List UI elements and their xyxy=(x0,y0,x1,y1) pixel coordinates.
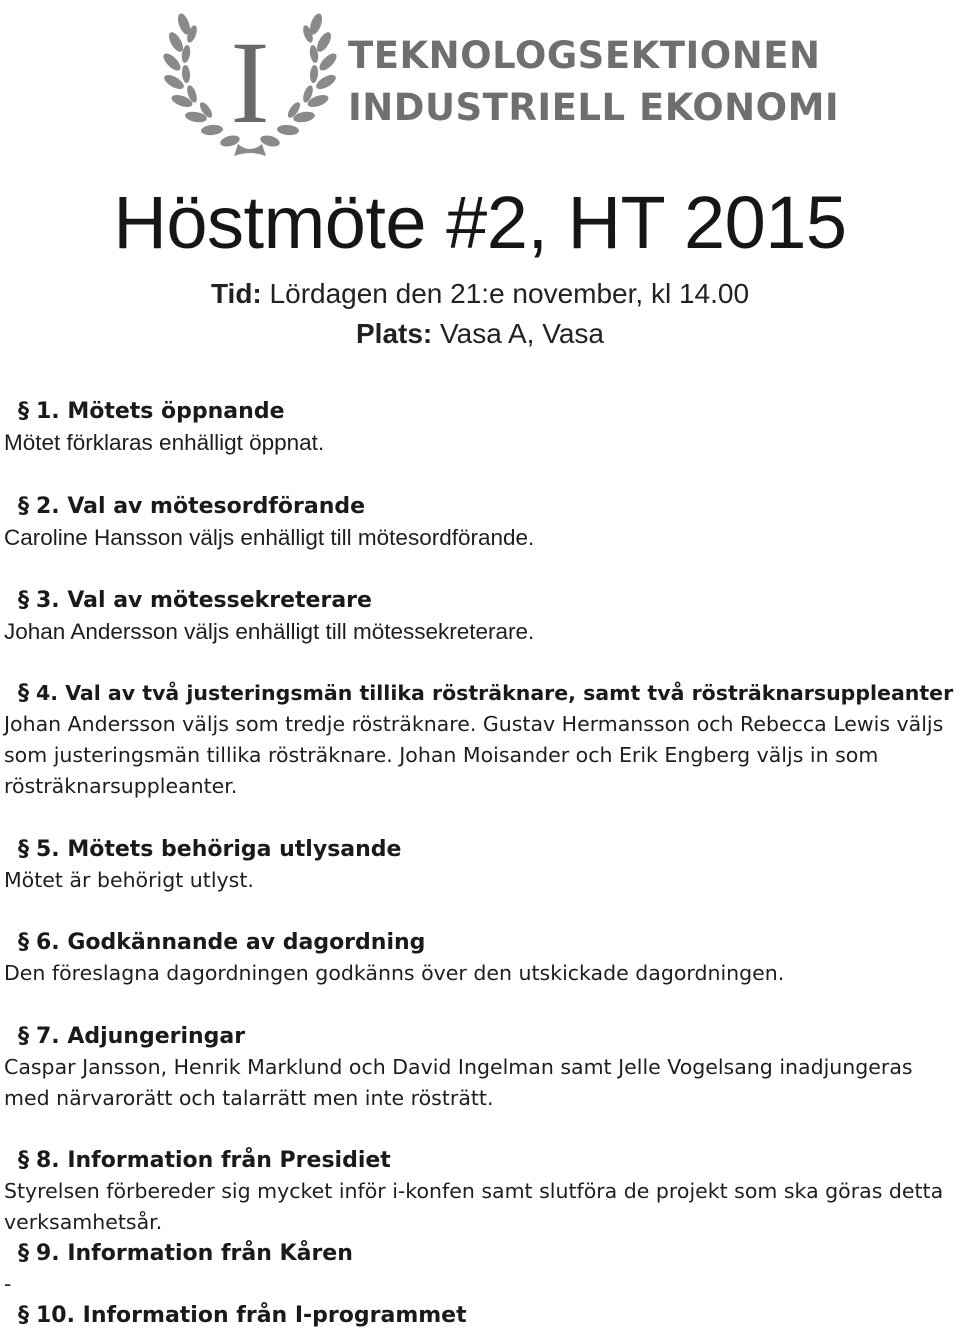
section-title: 1. Mötets öppnande xyxy=(36,399,285,424)
section-symbol: § xyxy=(18,399,29,424)
section-title: 6. Godkännande av dagordning xyxy=(36,930,426,955)
section-body: Johan Andersson väljs som tredje rösträknare. Gustav Hermansson och Rebecca Lewis väljs som justeringsmän tillika rösträknare. Johan Moisander och Erik Engberg väljs in som rösträknarsuppleanter. xyxy=(4,712,944,798)
section-heading xyxy=(4,1238,960,1269)
section-symbol: § xyxy=(18,681,29,706)
section-title: 3. Val av mötessekreterare xyxy=(36,588,372,613)
section-heading xyxy=(4,678,960,709)
section-heading xyxy=(4,396,960,427)
time-label: Tid: xyxy=(210,278,262,309)
section-heading xyxy=(4,1021,960,1052)
section-title: 9. Information från Kåren xyxy=(36,1241,353,1266)
section-body: Caspar Jansson, Henrik Marklund och David Ingelman samt Jelle Vogelsang inadjungeras med närvarorätt och talarrätt men inte rösträtt. xyxy=(4,1055,913,1110)
meeting-place xyxy=(0,318,960,350)
org-name-line-1: TEKNOLOGSEKTIONEN xyxy=(348,34,821,77)
section-symbol: § xyxy=(18,1148,29,1173)
section-heading xyxy=(4,834,960,865)
meeting-time xyxy=(0,278,960,310)
section-body: Johan Andersson väljs enhälligt till mötessekreterare. xyxy=(4,619,535,644)
agenda-section xyxy=(4,491,960,553)
section-heading xyxy=(4,927,960,958)
agenda-section xyxy=(4,396,960,458)
section-body: Caroline Hansson väljs enhälligt till mötesordförande. xyxy=(4,525,535,550)
agenda-section xyxy=(4,585,960,647)
section-symbol: § xyxy=(18,1303,29,1328)
agenda-section xyxy=(4,1238,960,1300)
section-body: Mötet är behörigt utlyst. xyxy=(4,868,254,892)
section-heading xyxy=(4,1145,960,1176)
section-symbol: § xyxy=(18,494,29,519)
page-title: Höstmöte #2, HT 2015 xyxy=(113,181,847,264)
section-symbol: § xyxy=(18,930,29,955)
section-heading xyxy=(4,491,960,522)
section-symbol: § xyxy=(18,837,29,862)
section-symbol: § xyxy=(18,1241,29,1266)
section-body: Mötet förklaras enhälligt öppnat. xyxy=(4,430,325,455)
org-name-line-2: INDUSTRIELL EKONOMI xyxy=(348,86,840,129)
section-symbol: § xyxy=(18,1024,29,1049)
place-label: Plats: xyxy=(356,318,433,349)
section-title: 10. Information från I-programmet xyxy=(36,1303,467,1328)
section-symbol: § xyxy=(18,588,29,613)
section-title: 7. Adjungeringar xyxy=(36,1024,246,1049)
section-body: Den föreslagna dagordningen godkänns över den utskickade dagordningen. xyxy=(4,961,785,985)
agenda-section xyxy=(4,1300,960,1331)
section-heading xyxy=(4,1300,960,1331)
section-title: 4. Val av två justeringsmän tillika rösträknare, samt två rösträknarsuppleanter xyxy=(36,681,954,705)
logo-letter: I xyxy=(230,17,270,148)
place-value: Vasa A, Vasa xyxy=(432,318,604,349)
org-logo xyxy=(150,4,840,164)
section-title: 5. Mötets behöriga utlysande xyxy=(36,837,402,862)
section-body: - xyxy=(4,1272,12,1296)
agenda-section xyxy=(4,1145,960,1238)
agenda-section xyxy=(4,834,960,896)
section-body: Styrelsen förbereder sig mycket inför i-konfen samt slutföra de projekt som ska göras detta verksamhetsår. xyxy=(4,1179,944,1234)
time-value: Lördagen den 21:e november, kl 14.00 xyxy=(261,278,750,309)
laurel-wreath-icon xyxy=(150,4,350,164)
agenda-section xyxy=(4,1021,960,1114)
agenda-section xyxy=(4,678,960,802)
section-title: 2. Val av mötesordförande xyxy=(36,494,366,519)
agenda-section xyxy=(4,927,960,989)
section-heading xyxy=(4,585,960,616)
section-title: 8. Information från Presidiet xyxy=(36,1148,391,1173)
